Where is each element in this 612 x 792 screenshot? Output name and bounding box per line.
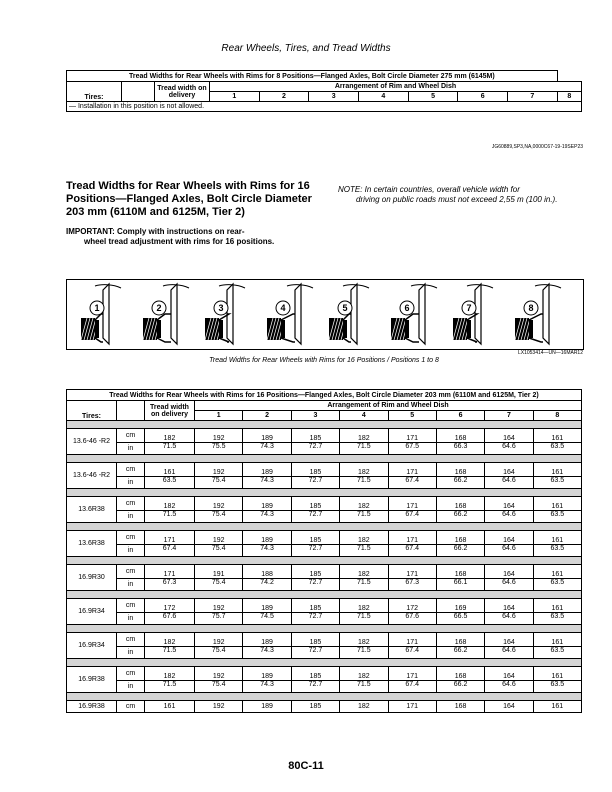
table-row [67,443,582,455]
table-row [67,545,582,557]
value-cell: 67.4 [388,545,436,557]
position-header: 5 [388,411,436,421]
value-cell: 67.5 [388,443,436,455]
value-cell: 189 [243,599,291,613]
value-cell: 189 [243,497,291,511]
unit-cell: in [117,613,145,625]
value-cell: 164 [485,429,533,443]
unit-cell: cm [117,565,145,579]
value-cell: 75.4 [195,681,243,693]
value-cell: 74.3 [243,477,291,489]
value-cell: 72.7 [291,511,339,523]
rim-flange [411,285,437,288]
delivery-header: Tread width on delivery [155,82,210,102]
position-label: 6 [404,303,410,313]
value-cell: 74.3 [243,443,291,455]
reference-code: JG60889,SP3,NA,0000C67-19-19SEP23 [491,144,583,150]
value-cell: 185 [291,633,339,647]
page-number: 80C-11 [288,760,324,772]
value-cell: 63.5 [533,545,581,557]
value-cell: 185 [291,565,339,579]
row-separator [67,489,582,497]
tire-size-cell: 16.9R38 [67,667,117,693]
value-cell: 171 [388,497,436,511]
rim-flange [467,285,493,288]
value-cell: 161 [533,463,581,477]
value-cell: 64.6 [485,579,533,591]
rim-flange [95,285,121,288]
table-row [67,477,582,489]
tire-size-cell: 16.9R30 [67,565,117,591]
rim-flange [535,285,561,288]
position-label: 1 [94,303,100,313]
value-cell: 75.4 [195,477,243,489]
value-cell: 171 [388,531,436,545]
value-cell: 192 [195,531,243,545]
table-row [67,681,582,693]
dish-center [467,320,471,338]
table-caption: Tread Widths for Rear Wheels with Rims for 8 Positions—Flanged Axles, Bolt Circle Diameter 275 mm (6145M) [67,71,558,82]
value-cell: 71.5 [340,579,388,591]
value-cell: 161 [533,701,581,713]
unit-cell: in [117,647,145,659]
value-cell: 182 [340,463,388,477]
value-cell: 171 [145,565,195,579]
value-cell: 74.3 [243,681,291,693]
value-cell: 72.7 [291,579,339,591]
value-cell: 189 [243,429,291,443]
value-cell: 66.2 [436,681,484,693]
position-header: 5 [408,92,458,102]
value-cell: 182 [340,633,388,647]
unit-cell: cm [117,531,145,545]
figure-caption: Tread Widths for Rear Wheels with Rims for 16 Positions / Positions 1 to 8 [209,357,439,364]
rim-profile [543,284,549,344]
value-cell: 168 [436,463,484,477]
unit-cell: cm [117,599,145,613]
value-cell: 71.5 [340,511,388,523]
value-cell: 75.4 [195,511,243,523]
value-cell: 66.3 [436,443,484,455]
value-cell: 171 [145,531,195,545]
value-cell: 63.5 [533,613,581,625]
rim-profile [351,284,357,344]
position-label: 3 [218,303,224,313]
value-cell: 192 [195,701,243,713]
value-cell: 71.5 [340,613,388,625]
value-cell: 182 [145,633,195,647]
value-cell: 74.3 [243,511,291,523]
unit-cell: cm [117,463,145,477]
unit-cell: cm [117,701,145,713]
tire-size-cell: 16.9R38 [67,701,117,713]
value-cell: 188 [243,565,291,579]
dish-center [405,320,409,338]
value-cell: 182 [340,531,388,545]
value-cell: 185 [291,667,339,681]
value-cell: 189 [243,701,291,713]
value-cell: 171 [388,667,436,681]
position-label: 5 [342,303,348,313]
tires-header: Tires: [67,82,122,102]
value-cell: 66.5 [436,613,484,625]
row-separator [67,591,582,599]
value-cell: 171 [388,463,436,477]
table-row [67,463,582,477]
dish-center [157,320,161,338]
page-header-title: Rear Wheels, Tires, and Tread Widths [221,43,391,54]
table-row [67,497,582,511]
value-cell: 185 [291,463,339,477]
position-header: 7 [508,92,558,102]
value-cell: 67.3 [145,579,195,591]
tire-size-cell: 16.9R34 [67,599,117,625]
value-cell: 171 [388,701,436,713]
value-cell: 67.4 [388,477,436,489]
table-row [67,667,582,681]
value-cell: 169 [436,599,484,613]
value-cell: 75.4 [195,647,243,659]
tire-size-cell: 13.6R38 [67,497,117,523]
value-cell: 164 [485,599,533,613]
value-cell: 182 [145,429,195,443]
value-cell: 171 [388,633,436,647]
value-cell: 64.6 [485,545,533,557]
value-cell: 192 [195,633,243,647]
value-cell: 182 [340,565,388,579]
rim-profile [295,284,301,344]
unit-cell: in [117,477,145,489]
position-header: 6 [436,411,484,421]
rim-flange [163,285,189,288]
value-cell: 67.3 [388,579,436,591]
value-cell: 72.7 [291,545,339,557]
value-cell: 72.7 [291,681,339,693]
value-cell: 67.4 [145,545,195,557]
value-cell: 66.1 [436,579,484,591]
value-cell: 72.7 [291,477,339,489]
section-heading: Tread Widths for Rear Wheels with Rims for 16 Positions—Flanged Axles, Bolt Circle Diameter 203 mm (6110M and 6125M, Tier 2) [66,180,312,218]
rim-profile [103,284,109,344]
value-cell: 164 [485,633,533,647]
position-header: 8 [557,92,581,102]
important-notice: IMPORTANT: Comply with instructions on rear- wheel tread adjustment with rims for 16 positions. [66,227,275,246]
value-cell: 192 [195,497,243,511]
value-cell: 75.4 [195,545,243,557]
tire-size-cell: 13.6-46 -R2 [67,429,117,455]
table-row [67,647,582,659]
dish-center [343,320,347,338]
value-cell: 72.7 [291,647,339,659]
position-header: 3 [309,92,359,102]
value-cell: 71.5 [145,647,195,659]
value-cell: 192 [195,463,243,477]
value-cell: 171 [388,429,436,443]
position-header: 3 [291,411,339,421]
row-separator [67,421,582,429]
wheel-positions-figure [66,279,584,350]
value-cell: 192 [195,599,243,613]
table-row [67,511,582,523]
unit-cell: in [117,443,145,455]
position-label: 4 [280,303,286,313]
value-cell: 66.2 [436,511,484,523]
value-cell: 71.5 [340,477,388,489]
value-cell: 161 [145,463,195,477]
value-cell: 63.5 [533,511,581,523]
value-cell: 192 [195,667,243,681]
tire-size-cell: 13.6R38 [67,531,117,557]
table-row [67,565,582,579]
row-separator [67,625,582,633]
position-header: 7 [485,411,533,421]
value-cell: 168 [436,497,484,511]
value-cell: 75.5 [195,443,243,455]
row-separator [67,455,582,463]
value-cell: 64.6 [485,511,533,523]
value-cell: 168 [436,633,484,647]
table-caption: Tread Widths for Rear Wheels with Rims for 16 Positions—Flanged Axles, Bolt Circle Diameter 203 mm (6110M and 6125M, Tier 2) [67,390,582,401]
position-header: 1 [195,411,243,421]
unit-cell: in [117,545,145,557]
value-cell: 182 [145,497,195,511]
position-header: 6 [458,92,508,102]
value-cell: 182 [340,497,388,511]
row-separator [67,557,582,565]
value-cell: 185 [291,429,339,443]
table-footnote: — Installation in this position is not allowed. [67,102,582,112]
value-cell: 66.2 [436,545,484,557]
value-cell: 64.6 [485,647,533,659]
value-cell: 71.5 [145,443,195,455]
value-cell: 189 [243,633,291,647]
value-cell: 168 [436,429,484,443]
value-cell: 161 [533,599,581,613]
arrangement-header: Arrangement of Rim and Wheel Dish [210,82,582,92]
unit-cell: in [117,579,145,591]
table-row [67,531,582,545]
tires-header: Tires: [67,401,117,421]
dish-center [529,320,533,338]
position-header: 1 [210,92,260,102]
value-cell: 182 [340,429,388,443]
value-cell: 67.4 [388,647,436,659]
value-cell: 161 [533,667,581,681]
value-cell: 185 [291,599,339,613]
dish-center [281,320,285,338]
value-cell: 161 [533,565,581,579]
position-label: 2 [156,303,162,313]
value-cell: 168 [436,667,484,681]
rim-flange [219,285,245,288]
value-cell: 64.6 [485,477,533,489]
wheel-positions-illustration [67,280,583,349]
value-cell: 182 [340,667,388,681]
rim-flange [343,285,369,288]
position-header: 2 [259,92,309,102]
rim-profile [419,284,425,344]
value-cell: 75.7 [195,613,243,625]
value-cell: 72.7 [291,613,339,625]
table-row [67,429,582,443]
unit-cell: cm [117,497,145,511]
value-cell: 189 [243,531,291,545]
position-label: 7 [466,303,472,313]
value-cell: 182 [145,667,195,681]
value-cell: 161 [533,429,581,443]
value-cell: 64.6 [485,681,533,693]
value-cell: 191 [195,565,243,579]
value-cell: 66.2 [436,477,484,489]
value-cell: 74.5 [243,613,291,625]
value-cell: 185 [291,701,339,713]
value-cell: 63.5 [533,477,581,489]
value-cell: 164 [485,701,533,713]
row-separator [67,659,582,667]
value-cell: 161 [145,701,195,713]
value-cell: 64.6 [485,443,533,455]
value-cell: 63.5 [533,647,581,659]
value-cell: 172 [388,599,436,613]
value-cell: 74.3 [243,647,291,659]
value-cell: 64.6 [485,613,533,625]
value-cell: 75.4 [195,579,243,591]
value-cell: 172 [145,599,195,613]
value-cell: 71.5 [340,545,388,557]
row-separator [67,523,582,531]
value-cell: 71.5 [340,647,388,659]
value-cell: 182 [340,599,388,613]
value-cell: 63.5 [533,579,581,591]
figure-reference: LX1053414—UN—16MAR12 [517,350,583,356]
dish-center [219,320,223,338]
unit-cell: cm [117,429,145,443]
value-cell: 164 [485,497,533,511]
value-cell: 189 [243,463,291,477]
dish-center [95,320,99,338]
value-cell: 63.5 [145,477,195,489]
value-cell: 67.6 [388,613,436,625]
row-separator [67,693,582,701]
value-cell: 164 [485,667,533,681]
value-cell: 161 [533,531,581,545]
value-cell: 72.7 [291,443,339,455]
unit-cell: cm [117,667,145,681]
position-header: 4 [359,92,409,102]
table-row [67,579,582,591]
value-cell: 164 [485,565,533,579]
value-cell: 192 [195,429,243,443]
value-cell: 66.2 [436,647,484,659]
table-row [67,701,582,713]
table-row [67,633,582,647]
value-cell: 168 [436,565,484,579]
value-cell: 74.3 [243,545,291,557]
tire-size-cell: 16.9R34 [67,633,117,659]
position-header: 8 [533,411,581,421]
value-cell: 164 [485,463,533,477]
value-cell: 71.5 [340,443,388,455]
value-cell: 67.4 [388,681,436,693]
value-cell: 67.6 [145,613,195,625]
value-cell: 185 [291,531,339,545]
position-header: 2 [243,411,291,421]
table-row [67,599,582,613]
table-row [67,613,582,625]
unit-cell: in [117,511,145,523]
value-cell: 182 [340,701,388,713]
value-cell: 161 [533,497,581,511]
value-cell: 71.5 [340,681,388,693]
value-cell: 168 [436,531,484,545]
value-cell: 74.2 [243,579,291,591]
position-header: 4 [340,411,388,421]
value-cell: 67.4 [388,511,436,523]
unit-cell: cm [117,633,145,647]
value-cell: 185 [291,497,339,511]
arrangement-header: Arrangement of Rim and Wheel Dish [195,401,582,411]
value-cell: 71.5 [145,681,195,693]
delivery-header: Tread width on delivery [145,401,195,421]
tread-width-table-16-positions [66,389,582,713]
value-cell: 71.5 [145,511,195,523]
rim-flange [287,285,313,288]
position-label: 8 [528,303,534,313]
value-cell: 189 [243,667,291,681]
value-cell: 168 [436,701,484,713]
rim-profile [171,284,177,344]
tread-width-table-8-positions [66,70,582,112]
note-text: NOTE: In certain countries, overall vehicle width for driving on public roads must not exceed 2,55 m (100 in.). [338,185,558,204]
tire-size-cell: 13.6-46 -R2 [67,463,117,489]
value-cell: 161 [533,633,581,647]
value-cell: 164 [485,531,533,545]
value-cell: 63.5 [533,681,581,693]
unit-cell: in [117,681,145,693]
value-cell: 171 [388,565,436,579]
value-cell: 63.5 [533,443,581,455]
